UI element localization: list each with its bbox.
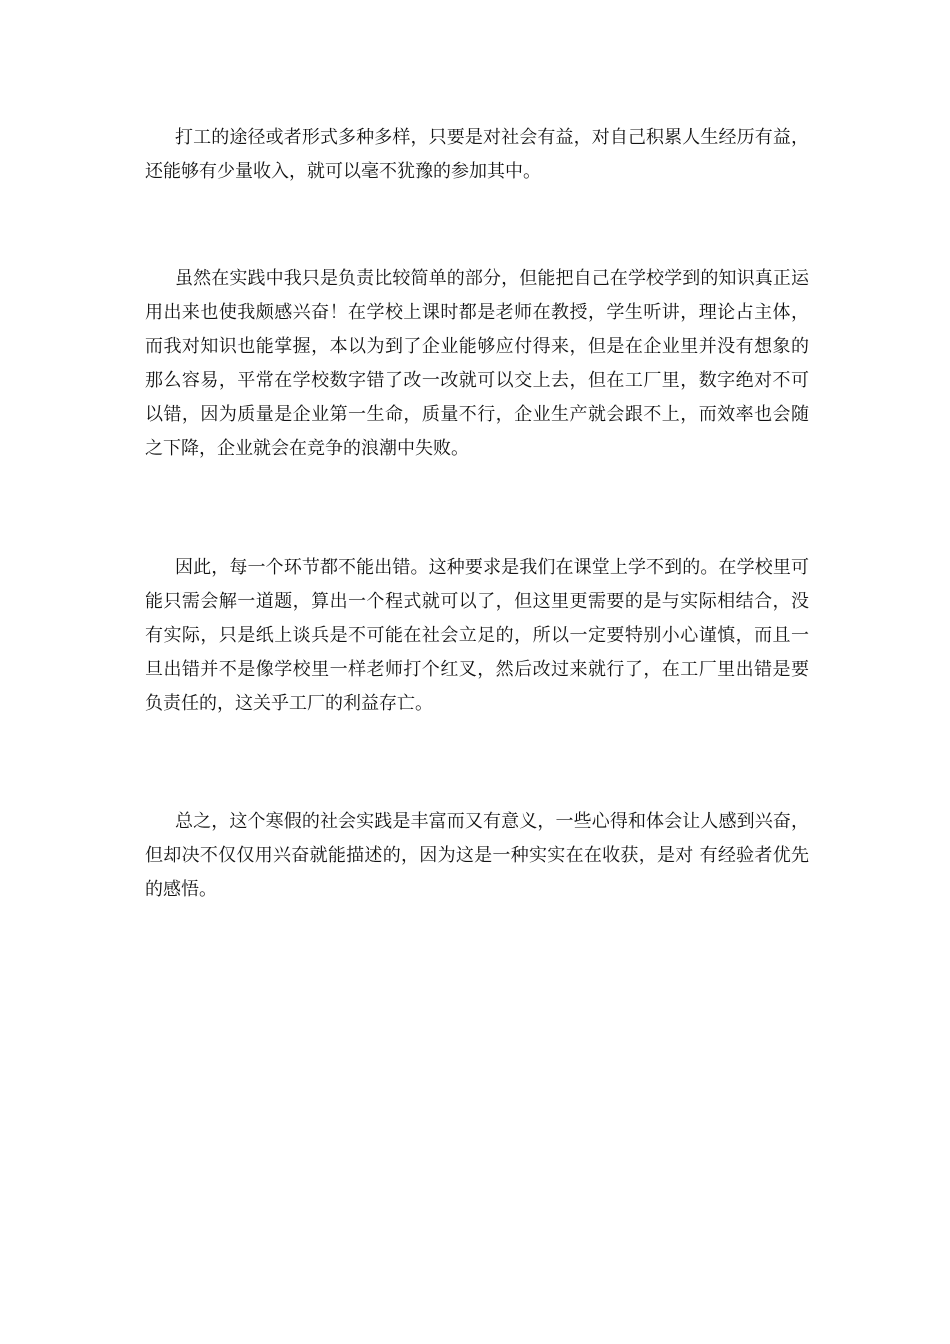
paragraph-1: 打工的途径或者形式多种多样，只要是对社会有益，对自己积累人生经历有益，还能够有少量收入，就可以毫不犹豫的参加其中。	[145, 127, 809, 182]
paragraph-4: 总之，这个寒假的社会实践是丰富而又有意义，一些心得和体会让人感到兴奋，但却决不仅仅用兴奋就能描述的，因为这是一种实实在在收获，是对 有经验者优先 的感悟。	[145, 811, 809, 900]
paragraph-3: 因此，每一个环节都不能出错。这种要求是我们在课堂上学不到的。在学校里可能只需会解一道题，算出一个程式就可以了，但这里更需要的是与实际相结合，没有实际，只是纸上谈兵是不可能在社会立足的，所以一定要特别小心谨慎，而且一旦出错并不是像学校里一样老师打个红叉，然后改过来就行了，在工厂里出错是要负责任的，这关乎工厂的利益存亡。	[145, 557, 809, 714]
paragraph-2: 虽然在实践中我只是负责比较简单的部分，但能把自己在学校学到的知识真正运用出来也使我颇感兴奋！在学校上课时都是老师在教授，学生听讲，理论占主体，而我对知识也能掌握，本以为到了企业能够应付得来，但是在企业里并没有想象的那么容易，平常在学校数字错了改一改就可以交上去，但在工厂里，数字绝对不可以错，因为质量是企业第一生命，质量不行，企业生产就会跟不上，而效率也会随之下降，企业就会在竞争的浪潮中失败。	[145, 268, 809, 459]
